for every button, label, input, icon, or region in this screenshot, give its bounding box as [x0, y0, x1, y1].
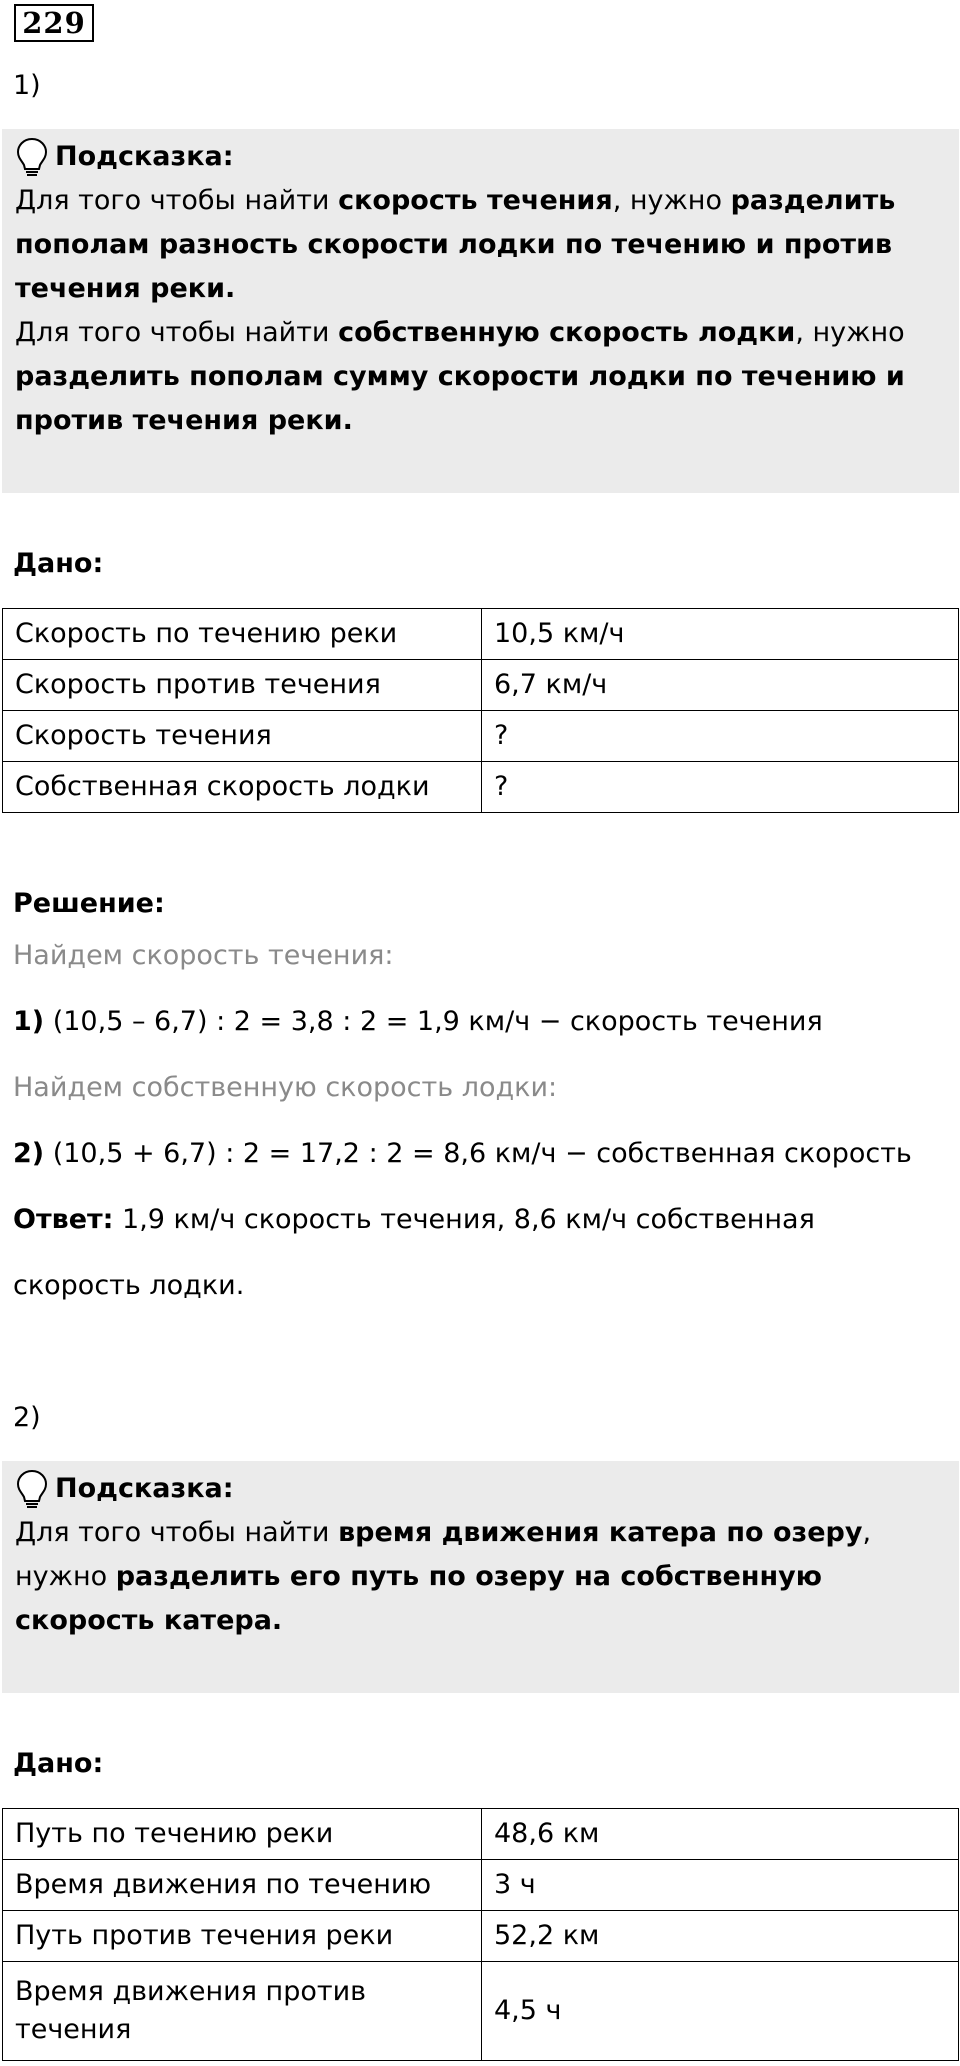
lightbulb-icon: [15, 1468, 49, 1510]
given-label-2: Дано:: [13, 1748, 104, 1779]
hint-title-text: Подсказка:: [55, 141, 234, 172]
problem-number: 229: [14, 4, 94, 42]
step-1: 1) (10,5 – 6,7) : 2 = 3,8 : 2 = 1,9 км/ч − скорость течения: [13, 1006, 823, 1037]
table-row: Собственная скорость лодки ?: [3, 762, 959, 813]
given-label-1: Дано:: [13, 548, 104, 579]
lightbulb-icon: [15, 136, 49, 178]
table-row: Скорость против течения 6,7 км/ч: [3, 660, 959, 711]
hint-box-2: [2, 1461, 959, 1693]
table-row: Скорость течения ?: [3, 711, 959, 762]
step-2: 2) (10,5 + 6,7) : 2 = 17,2 : 2 = 8,6 км/ч − собственная скорость: [13, 1138, 912, 1169]
answer: Ответ: 1,9 км/ч скорость течения, 8,6 км/ч собственная: [13, 1204, 815, 1235]
hint-title: [15, 135, 945, 179]
hint-paragraph-2: Для того чтобы найти собственную скорость лодки, нужно разделить пополам сумму скорости лодки по течению и против течения реки.: [15, 317, 905, 436]
given-table-1: [2, 608, 959, 813]
part-2-label: 2): [13, 1402, 41, 1433]
table-row: Путь против течения реки 52,2 км: [3, 1911, 959, 1962]
hint-paragraph-1: Для того чтобы найти время движения катера по озеру, нужно разделить его путь по озеру на собственную скорость катера.: [15, 1517, 872, 1636]
table-row: Время движения по течению 3 ч: [3, 1860, 959, 1911]
hint-title-text: Подсказка:: [55, 1473, 234, 1504]
answer-continued: скорость лодки.: [13, 1270, 245, 1301]
step-2-intro: Найдем собственную скорость лодки:: [13, 1072, 558, 1103]
hint-paragraph-1: Для того чтобы найти скорость течения, нужно разделить пополам разность скорости лодки по течению и против течения реки.: [15, 185, 896, 304]
hint-box-1: [2, 129, 959, 493]
table-row: Путь по течению реки 48,6 км: [3, 1809, 959, 1860]
part-1-label: 1): [13, 70, 41, 101]
table-row: Время движения против течения 4,5 ч: [3, 1962, 959, 2061]
table-row: Скорость по течению реки 10,5 км/ч: [3, 609, 959, 660]
hint-title: [15, 1467, 945, 1511]
solution-label: Решение:: [13, 888, 165, 919]
step-1-intro: Найдем скорость течения:: [13, 940, 394, 971]
given-table-2: [2, 1808, 959, 2061]
